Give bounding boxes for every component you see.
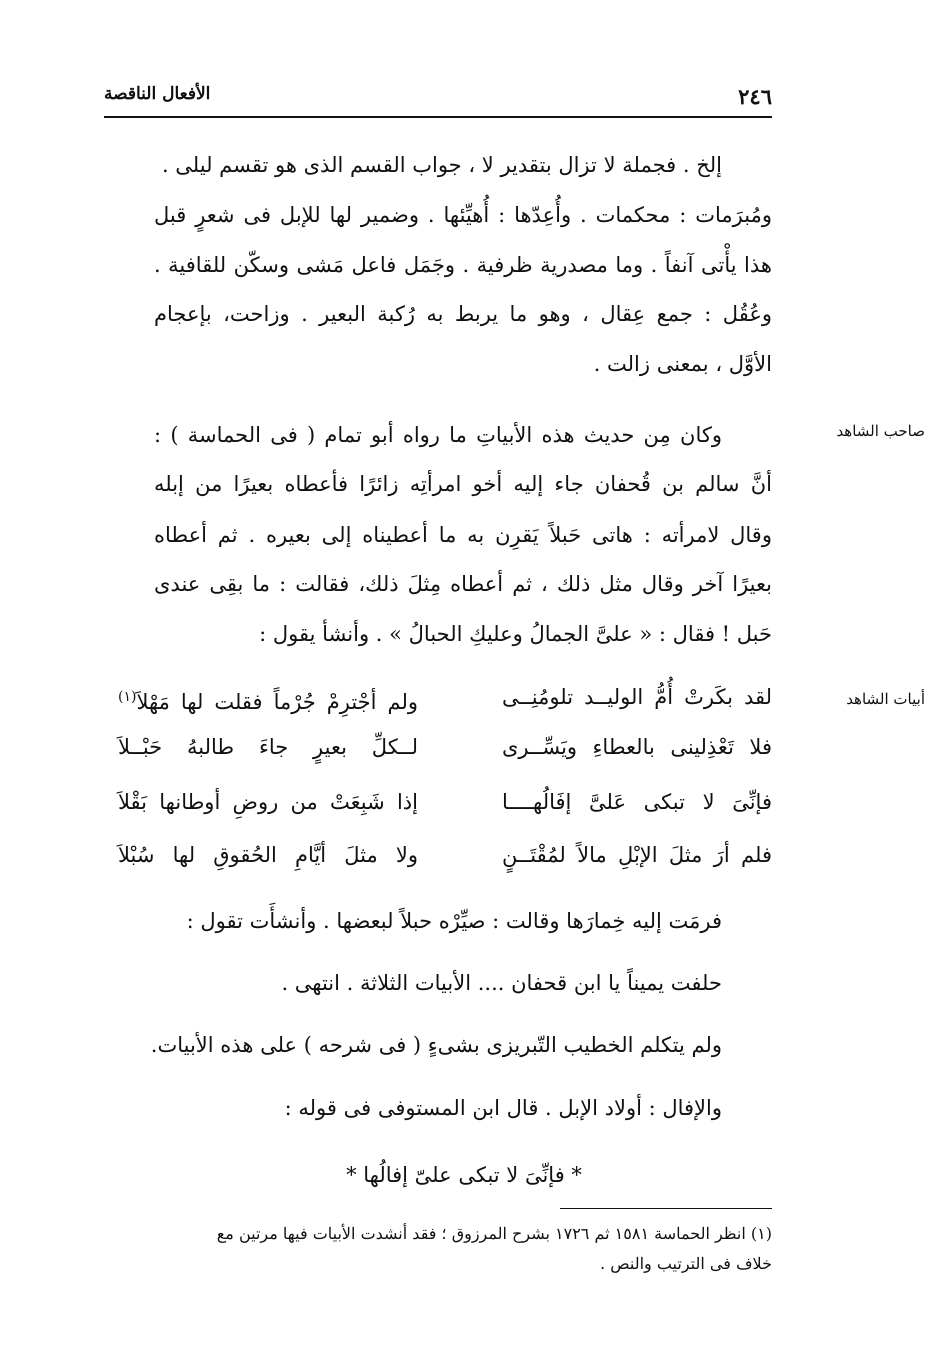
text-line: إلخ . فجملة لا تزال بتقدير لا ، جواب القسم الذى هو تقسم ليلى . xyxy=(161,153,722,177)
text-line: حَبل ! فقال : « علىَّ الجمالُ وعليكِ الحبالُ » . وأنشأ يقول : xyxy=(259,622,772,646)
text-line: حلفت يميناً يا ابن قحفان .... الأبيات الثلاثة . انتهى . xyxy=(281,971,722,995)
header-rule xyxy=(104,116,772,118)
page-header xyxy=(104,84,772,114)
text-line: وعُقُل : جمع عِقال ، وهو ما يربط به رُكبة البعير . وزاحت، بإعجام xyxy=(154,302,772,326)
verse-first-hemistich: فلم أرَ مثلَ الإبْلِ مالاً لمُقْتَــنٍ xyxy=(502,843,772,867)
verse-second-hemistich: إذا شَبِعَتْ من روضِ أوطانها بَقْلاَ xyxy=(118,790,418,814)
verse-second-hemistich: ولا مثلَ أيَّامِ الحُقوقِ لها سُبْلاَ xyxy=(118,843,418,867)
verse-text: ولم أجْترِمْ جُرْماً فقلت لها مَهْلاَ xyxy=(136,690,418,714)
footnote-line: خلاف فى الترتيب والنص . xyxy=(600,1254,772,1273)
text-line: وقال لامرأته : هاتى حَبلاً يَقرِن به ما أعطيناه إلى بعيره . ثم أعطاه xyxy=(154,523,772,547)
text-line: هذا يأْتى آنفاً . وما مصدرية ظرفية . وجَمَل فاعل مَشى وسكّن للقافية . xyxy=(154,253,772,277)
quoted-hemistich: * فإنِّىَ لا تبكى علىّ إفالُها * xyxy=(346,1163,582,1187)
verse-first-hemistich: لقد بكَرتْ أُمُّ الوليــد تلومُنِــى xyxy=(502,685,772,709)
text-line: ومُبرَمات : محكمات . وأُعِدّها : أُهيِّئها . وضمير لها للإبل فى شعرٍ قبل xyxy=(154,203,772,227)
footnote-rule xyxy=(560,1208,772,1209)
margin-note-story: صاحب الشاهد xyxy=(836,422,925,440)
verse-second-hemistich: لــكلِّ بعيرٍ جاءَ طالبهُ حَبْــلاَ xyxy=(118,735,418,759)
text-line: أنَّ سالم بن قُحفان جاء إليه أخو امرأتِه زائرًا فأعطاه بعيرًا من إبله xyxy=(154,472,772,496)
verse-second-hemistich xyxy=(118,682,418,717)
verse-first-hemistich: فلا تَعْذِلينى بالعطاءِ ويَسِّــرى xyxy=(502,735,772,759)
text-line: بعيرًا آخر وقال مثل ذلك ، ثم أعطاه مِثلَ ذلك، فقالت : ما بقِى عندى xyxy=(154,572,772,596)
running-title: الأفعال الناقصة xyxy=(104,84,211,104)
text-line: وكان مِن حديث هذه الأبياتِ ما رواه أبو تمام ( فى الحماسة ) : xyxy=(154,423,722,447)
verse-first-hemistich: فإنِّىَ لا تبكى عَلىَّ إفَالُهــــا xyxy=(502,790,772,814)
page-number: ٢٤٦ xyxy=(738,84,772,109)
footnote-line: (١) انظر الحماسة ١٥٨١ ثم ١٧٢٦ بشرح المرزوق ؛ فقد أنشدت الأبيات فيها مرتين مع xyxy=(216,1224,772,1243)
text-line: ولم يتكلم الخطيب التّبريزى بشىءٍ ( فى شرحه ) على هذه الأبيات. xyxy=(150,1033,722,1057)
text-line: والإفال : أولاد الإبل . قال ابن المستوفى فى قوله : xyxy=(284,1096,722,1120)
margin-note-verses: أبيات الشاهد xyxy=(846,690,925,708)
text-line: فرمَت إليه خِمارَها وقالت : صيِّرْه حبلاً لبعضها . وأنشأَت تقول : xyxy=(186,909,722,933)
footnote-marker: (١) xyxy=(118,689,137,705)
text-line: الأوَّل ، بمعنى زالت . xyxy=(593,352,772,376)
